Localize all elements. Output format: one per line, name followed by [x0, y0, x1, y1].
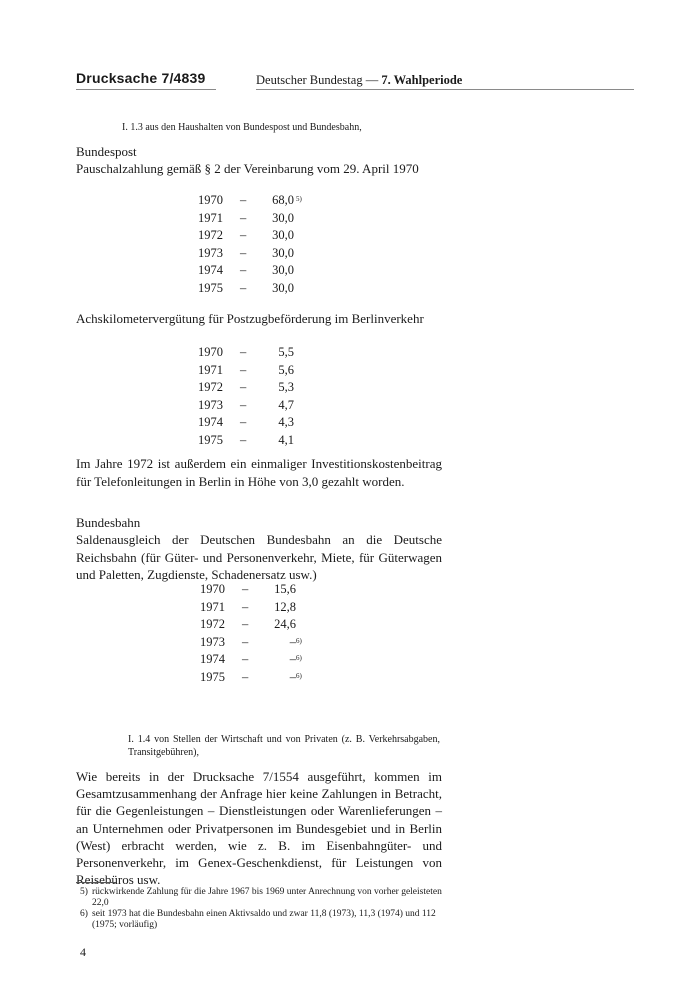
footnote-text: rückwirkende Zahlung für die Jahre 1967 bis 1969 unter Anrechnung von vorher geleisteten 22,0: [92, 887, 442, 908]
value-cell: 30,0: [272, 280, 294, 295]
legislative-period: 7. Wahlperiode: [381, 73, 463, 87]
achskilometer-text: Achskilometervergütung für Postzugbeförderung im Berlinverkehr: [76, 311, 424, 326]
year-cell: 1974: [198, 263, 223, 277]
value-cell: 68,0: [272, 193, 294, 207]
dash-cell: –: [240, 210, 247, 225]
value-cell: 30,0: [272, 210, 294, 225]
footnote-marker: 6): [80, 909, 88, 919]
year-cell: 1971: [198, 362, 223, 377]
header-separator: —: [362, 73, 382, 87]
bundespost-title: Bundespost: [76, 144, 137, 159]
year-cell: 1972: [198, 228, 223, 242]
value-cell: 30,0: [272, 245, 294, 260]
value-cell: 12,8: [274, 599, 296, 614]
year-cell: 1972: [200, 617, 225, 631]
footnote-rule: [76, 882, 116, 883]
value-cell: 24,6: [274, 617, 296, 631]
year-cell: 1970: [198, 193, 223, 207]
bundesbahn-table: 1970 – 15,6 1971 – 12,8 1972 – 24,6 1973 – – 6) 1974 – – 6) 1975 – – 6): [200, 582, 302, 684]
year-cell: 1972: [198, 380, 223, 394]
bundesbahn-text: Saldenausgleich der Deutschen Bundesbahn an die Deutsche Reichsbahn (für Güter- und Personenverkehr, Miete, für Güterwagen und Paletten, Zugdienste, Schadenersatz usw.): [76, 532, 442, 582]
year-cell: 1971: [200, 599, 225, 614]
header-rule-right: [256, 89, 634, 90]
value-cell: 5,5: [278, 345, 294, 359]
pauschal-text: Pauschalzahlung gemäß § 2 der Vereinbarung vom 29. April 1970: [76, 161, 419, 176]
section-heading-1-4: I. 1.4 von Stellen der Wirtschaft und von Privaten (z. B. Verkehrsabgaben, Transitgebühren),: [128, 734, 440, 758]
dash-cell: –: [240, 245, 247, 260]
value-cell: 30,0: [272, 228, 294, 242]
dash-cell: –: [240, 397, 247, 412]
dash-cell: –: [240, 193, 247, 207]
dash-cell: –: [240, 345, 247, 359]
dash-cell: –: [240, 362, 247, 377]
value-cell: –: [289, 634, 296, 649]
dash-cell: –: [240, 263, 247, 277]
footnote-text: seit 1973 hat die Bundesbahn einen Aktivsaldo und zwar 11,8 (1973), 11,3 (1974) und 112 (1975; vorläufig): [92, 909, 436, 930]
dash-cell: –: [242, 652, 249, 666]
value-cell: 4,3: [278, 415, 294, 429]
achskilometer-table: [198, 345, 348, 455]
dash-cell: –: [240, 432, 247, 447]
dash-cell: –: [242, 599, 249, 614]
value-cell: 4,1: [278, 432, 294, 447]
page-number: 4: [80, 945, 86, 959]
value-cell: –: [289, 652, 296, 666]
value-cell: 15,6: [274, 582, 296, 596]
pauschal-table: 1970 – 68,0 5) 1971 – 30,0 1972 – 30,0 1973 – 30,0 1974 – 30,0 1975 – 30,0: [198, 193, 302, 295]
year-cell: 1973: [198, 245, 223, 260]
section-heading-1-3: I. 1.3 aus den Haushalten von Bundespost und Bundesbahn,: [122, 122, 362, 133]
year-cell: 1970: [198, 345, 223, 359]
doc-number: Drucksache 7/4839: [76, 70, 206, 86]
value-cell: 5,6: [278, 362, 294, 377]
year-cell: 1973: [198, 397, 223, 412]
footnote-marker: 5): [80, 887, 88, 897]
dash-cell: –: [242, 617, 249, 631]
dash-cell: –: [242, 582, 249, 596]
value-cell: 30,0: [272, 263, 294, 277]
running-head: [256, 73, 462, 88]
investition-note: Im Jahre 1972 ist außerdem ein einmaliger Investitionskostenbeitrag für Telefonleitungen in Berlin in Höhe von 3,0 gezahlt worden.: [76, 456, 442, 489]
header-rule-left: [76, 89, 216, 90]
dash-cell: –: [242, 634, 249, 649]
year-cell: 1974: [200, 652, 225, 666]
year-cell: 1975: [200, 669, 225, 684]
value-cell: 4,7: [278, 397, 294, 412]
value-cell: –: [289, 669, 296, 684]
publisher: Deutscher Bundestag: [256, 73, 363, 87]
year-cell: 1973: [200, 634, 225, 649]
value-cell: 5,3: [278, 380, 294, 394]
dash-cell: –: [240, 228, 247, 242]
year-cell: 1974: [198, 415, 223, 429]
dash-cell: –: [242, 669, 249, 684]
year-cell: 1975: [198, 280, 223, 295]
dash-cell: –: [240, 280, 247, 295]
dash-cell: –: [240, 415, 247, 429]
year-cell: 1970: [200, 582, 225, 596]
dash-cell: –: [240, 380, 247, 394]
bundesbahn-title: Bundesbahn: [76, 515, 141, 530]
year-cell: 1975: [198, 432, 223, 447]
year-cell: 1971: [198, 210, 223, 225]
section-1-4-paragraph: Wie bereits in der Drucksache 7/1554 ausgeführt, kommen im Gesamtzusammenhang der Anfrage hier keine Zahlungen in Betracht, für die Gegenleistungen – Dienstleistungen oder Warenlieferungen – an Unternehmen oder Privatpersonen im Bundesgebiet und in Berlin (West) erbracht werden, wie z. B. im Eisenbahngüter- und Personenverkehr, im Genex-Geschenkdienst, für Leistungen von Reisebüros usw.: [76, 769, 442, 888]
